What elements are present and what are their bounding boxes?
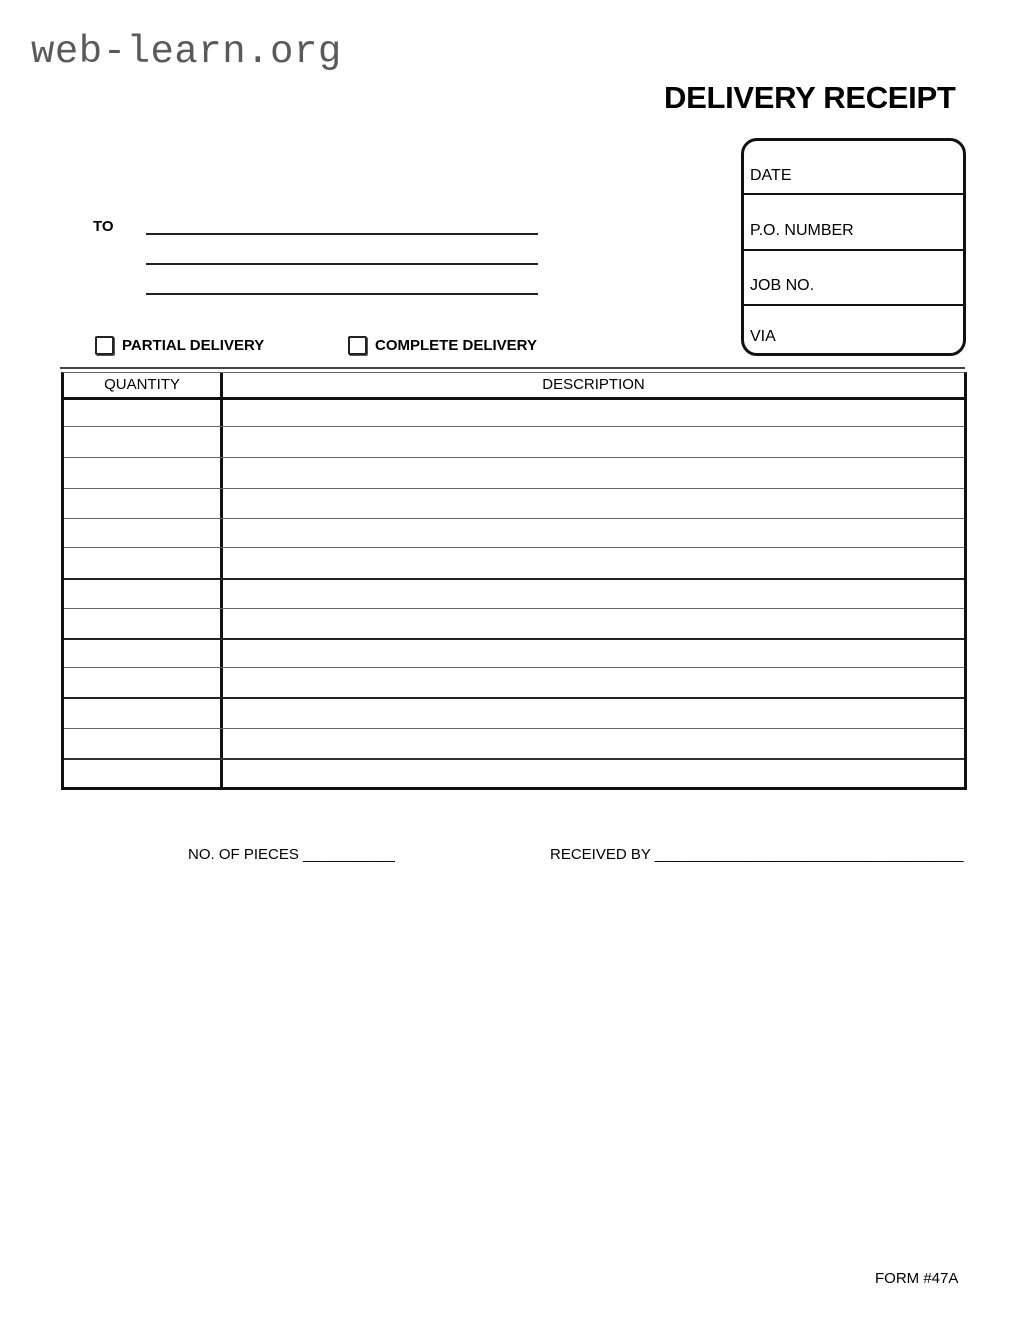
table-row[interactable] [64, 578, 964, 580]
table-row[interactable] [64, 758, 964, 760]
items-table [61, 372, 967, 790]
received-by-blank[interactable]: _____________________________________ [654, 846, 964, 863]
table-row[interactable] [64, 638, 964, 640]
form-number: FORM #47A [875, 1270, 959, 1287]
table-row[interactable] [64, 547, 964, 548]
partial-delivery-label: PARTIAL DELIVERY [122, 337, 265, 354]
watermark: web-learn.org [31, 30, 342, 74]
to-address-line-2[interactable] [146, 263, 538, 265]
received-by-label: RECEIVED BY [550, 846, 651, 863]
po-number-label: P.O. NUMBER [750, 222, 854, 239]
table-row[interactable] [64, 426, 964, 427]
date-field[interactable] [744, 141, 963, 195]
checkbox-icon[interactable] [348, 336, 367, 355]
description-header: DESCRIPTION [542, 376, 645, 393]
via-field[interactable] [744, 306, 963, 351]
no-of-pieces-field[interactable] [188, 846, 395, 863]
info-box [741, 138, 966, 356]
to-address-line-1[interactable] [146, 233, 538, 235]
column-divider [220, 373, 223, 787]
date-label: DATE [750, 167, 792, 184]
quantity-header: QUANTITY [104, 376, 180, 393]
table-row[interactable] [64, 697, 964, 699]
table-row[interactable] [64, 457, 964, 458]
to-address-line-3[interactable] [146, 293, 538, 295]
via-label: VIA [750, 328, 776, 345]
no-of-pieces-blank[interactable]: ___________ [303, 846, 395, 863]
job-no-label: JOB NO. [750, 277, 815, 294]
job-no-field[interactable] [744, 251, 963, 306]
partial-delivery-checkbox[interactable] [95, 336, 264, 355]
form-title: DELIVERY RECEIPT [664, 80, 956, 115]
checkbox-icon[interactable] [95, 336, 114, 355]
complete-delivery-label: COMPLETE DELIVERY [375, 337, 537, 354]
to-label: TO [93, 218, 114, 235]
divider [60, 367, 965, 369]
table-row[interactable] [64, 518, 964, 519]
table-row[interactable] [64, 728, 964, 729]
no-of-pieces-label: NO. OF PIECES [188, 846, 299, 863]
complete-delivery-checkbox[interactable] [348, 336, 537, 355]
table-header [64, 373, 964, 400]
received-by-field[interactable] [550, 846, 963, 863]
po-number-field[interactable] [744, 195, 963, 251]
table-row[interactable] [64, 488, 964, 489]
table-row[interactable] [64, 667, 964, 668]
table-row[interactable] [64, 608, 964, 609]
